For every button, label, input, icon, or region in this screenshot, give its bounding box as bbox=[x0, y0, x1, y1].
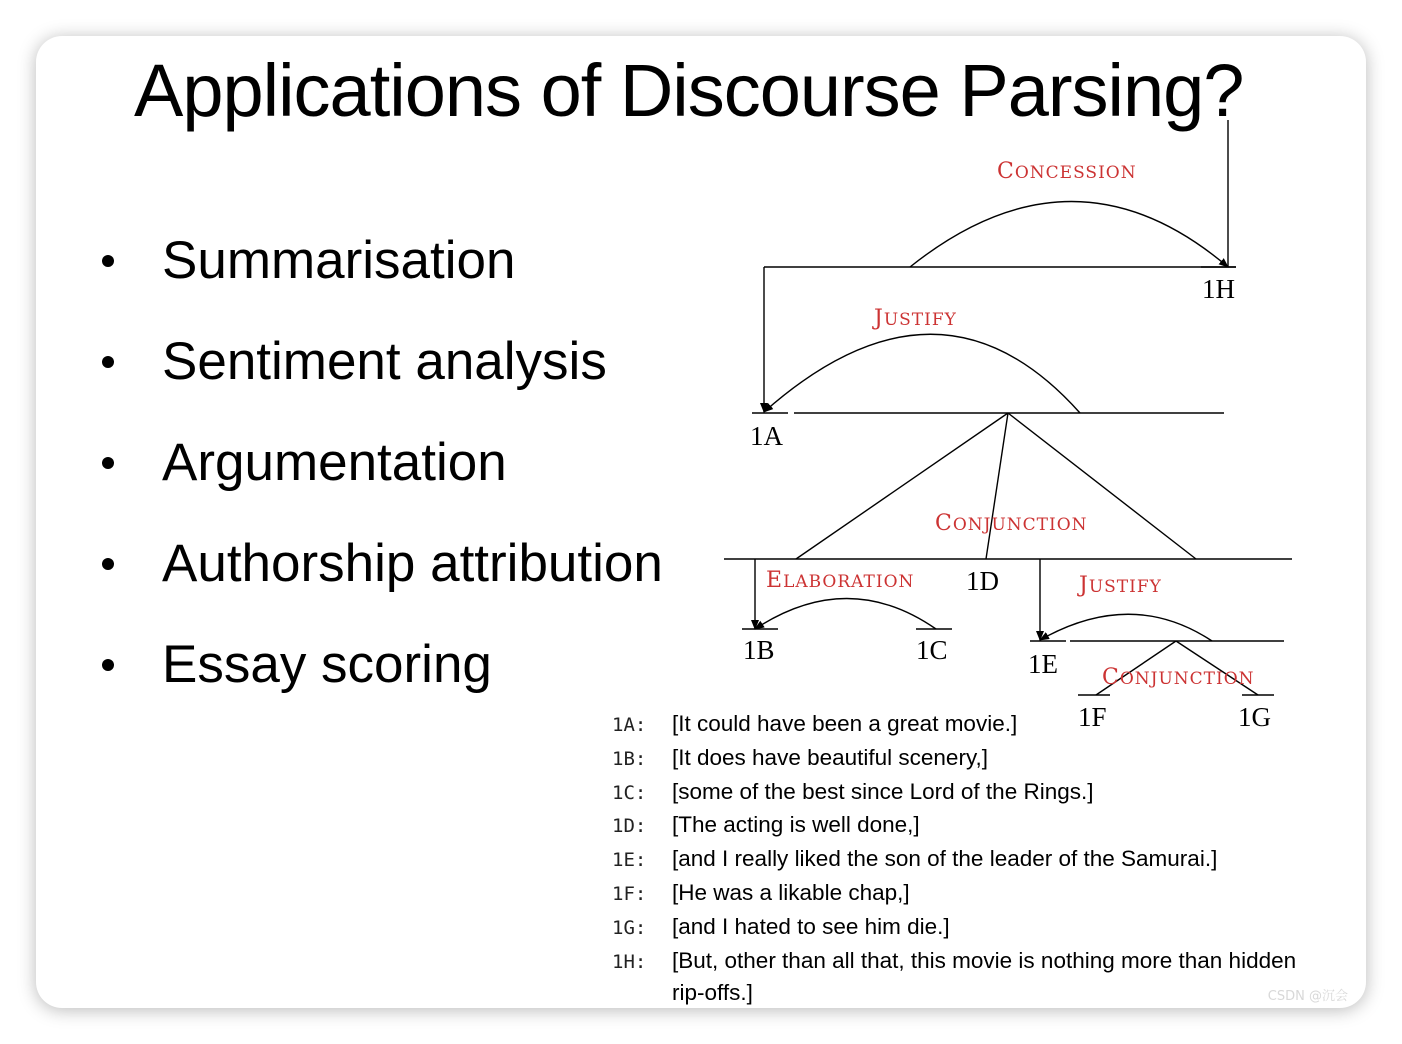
node-label-1E: 1E bbox=[1028, 649, 1058, 679]
edu-text: [and I hated to see him die.] bbox=[672, 913, 950, 939]
branch-line-1BC bbox=[796, 413, 1008, 559]
edu-item bbox=[612, 809, 1302, 843]
slide-title: Applications of Discourse Parsing? bbox=[134, 49, 1244, 132]
bullet-text: Summarisation bbox=[162, 231, 516, 290]
relation-label-justify: JUSTIFY bbox=[874, 306, 957, 331]
elaboration-arc bbox=[755, 599, 936, 630]
edu-code: 1D: bbox=[612, 815, 647, 838]
edu-code: 1G: bbox=[612, 916, 647, 939]
justify-arc-top bbox=[764, 334, 1080, 413]
node-label-1A: 1A bbox=[750, 421, 783, 451]
edu-text: [But, other than all that, this movie is nothing more than hidden rip-offs.] bbox=[672, 947, 1297, 1006]
edu-item bbox=[612, 776, 1302, 810]
concession-arc bbox=[910, 202, 1228, 268]
relation-label-concession: CONCESSION bbox=[997, 159, 1137, 184]
edu-code: 1F: bbox=[612, 882, 647, 905]
node-label-1H: 1H bbox=[1202, 274, 1235, 304]
edu-code: 1C: bbox=[612, 781, 647, 804]
edu-item bbox=[612, 843, 1302, 877]
relation-label-conjunction: CONJUNCTION bbox=[935, 511, 1088, 536]
edu-item bbox=[612, 911, 1302, 945]
edu-text: [The acting is well done,] bbox=[672, 812, 920, 838]
edu-text: [some of the best since Lord of the Rings.] bbox=[672, 778, 1094, 804]
node-label-1C: 1C bbox=[916, 635, 948, 665]
relation-label-justify-low: JUSTIFY bbox=[1079, 573, 1162, 598]
node-label-1B: 1B bbox=[743, 635, 775, 665]
edu-code: 1E: bbox=[612, 849, 647, 872]
edu-code: 1A: bbox=[612, 714, 647, 736]
relation-label-conjunction-low: CONJUNCTION bbox=[1102, 665, 1255, 690]
branch-line-1EFG bbox=[1008, 413, 1196, 559]
edu-item bbox=[612, 742, 1302, 776]
watermark: CSDN @沉会 bbox=[1267, 989, 1348, 1004]
edu-item bbox=[612, 877, 1302, 911]
edu-text: [and I really liked the son of the leader of the Samurai.] bbox=[672, 846, 1218, 872]
slide-card bbox=[36, 36, 1366, 1008]
justify-arc-low bbox=[1040, 614, 1212, 641]
edu-text: [It could have been a great movie.] bbox=[672, 711, 1018, 736]
node-label-1D: 1D bbox=[966, 566, 999, 596]
edu-item bbox=[612, 945, 1302, 1008]
node-label-1G: 1G bbox=[1238, 702, 1271, 732]
branch-line-1D bbox=[986, 413, 1008, 559]
node-label-1F: 1F bbox=[1078, 702, 1107, 732]
edu-item bbox=[612, 708, 1302, 742]
relation-label-elaboration: ELABORATION bbox=[766, 568, 915, 593]
edu-list bbox=[612, 708, 1302, 1008]
bullet-text: Argumentation bbox=[162, 433, 507, 492]
bullet-text: Authorship attribution bbox=[162, 534, 663, 593]
edu-text: [He was a likable chap,] bbox=[672, 879, 910, 905]
bullet-text: Essay scoring bbox=[162, 635, 492, 694]
edu-text: [It does have beautiful scenery,] bbox=[672, 744, 989, 770]
bullet-text: Sentiment analysis bbox=[162, 332, 607, 391]
edu-code: 1H: bbox=[612, 950, 647, 973]
edu-code: 1B: bbox=[612, 747, 647, 770]
